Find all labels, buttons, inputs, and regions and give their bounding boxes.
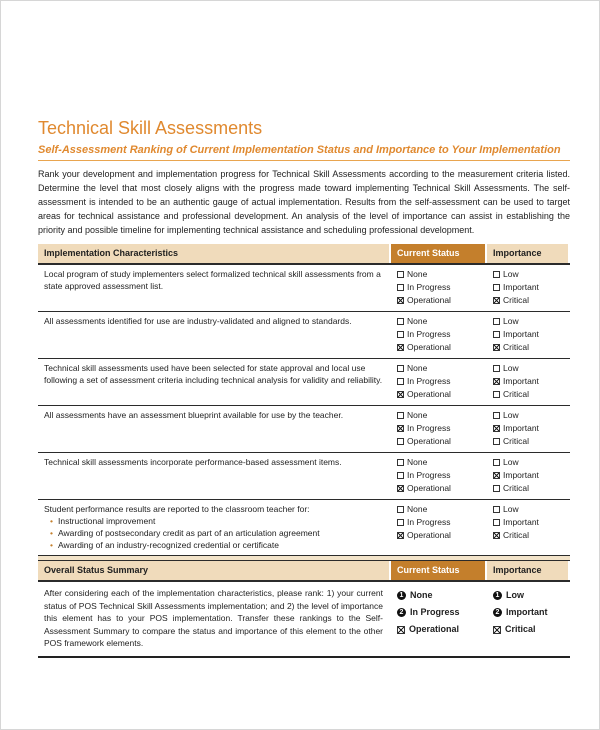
col-header-importance: Importance xyxy=(487,561,568,580)
importance-cell xyxy=(487,312,568,358)
importance-option-critical[interactable] xyxy=(493,388,562,401)
col-header-overall-status-summary: Overall Status Summary xyxy=(38,561,389,580)
status-option-none[interactable] xyxy=(397,315,479,328)
summary-text: After considering each of the implementation characteristics, please rank: 1) your current status of POS Technical Skill Assessments implementation; and 2) the level of importance this element has to your POS implementation. Transfer these rankings to the Self-Assessment Summary to compare the status and importance of this element to the other POS framework elements. xyxy=(44,588,383,648)
importance-option-critical[interactable] xyxy=(493,294,562,307)
option-label: Important xyxy=(503,517,539,527)
row-text-cell xyxy=(38,312,389,358)
status-option-none[interactable] xyxy=(397,362,479,375)
importance-cell xyxy=(487,265,568,311)
checkbox-icon[interactable] xyxy=(397,365,404,372)
importance-option-important[interactable] xyxy=(493,422,562,435)
importance-cell xyxy=(487,500,568,555)
importance-cell xyxy=(487,453,568,499)
option-label: Operational xyxy=(407,295,451,305)
checkbox-icon[interactable] xyxy=(493,519,500,526)
bullet-item xyxy=(44,515,383,527)
checkbox-icon[interactable] xyxy=(397,519,404,526)
checkbox-icon[interactable] xyxy=(397,318,404,325)
option-label: Critical xyxy=(505,624,536,634)
option-label: Operational xyxy=(407,342,451,352)
bullet-icon: • xyxy=(50,540,53,550)
option-label: Critical xyxy=(503,436,529,446)
summary-importance-critical[interactable] xyxy=(493,621,562,638)
table-row xyxy=(38,453,570,500)
table-row xyxy=(38,265,570,312)
checkbox-icon[interactable] xyxy=(397,459,404,466)
option-label: Low xyxy=(506,590,524,600)
importance-option-low[interactable] xyxy=(493,409,562,422)
table-row xyxy=(38,359,570,406)
checkbox-icon[interactable] xyxy=(493,532,500,539)
status-option-operational[interactable] xyxy=(397,529,479,542)
row-text-cell xyxy=(38,453,389,499)
page-subtitle: Self-Assessment Ranking of Current Implementation Status and Importance to Your Implementation xyxy=(38,144,570,161)
checkbox-icon[interactable] xyxy=(493,485,500,492)
page-title: Technical Skill Assessments xyxy=(38,118,263,138)
option-label: None xyxy=(407,316,428,326)
status-option-in-progress[interactable] xyxy=(397,328,479,341)
checkbox-icon[interactable] xyxy=(493,318,500,325)
option-label: Low xyxy=(503,269,519,279)
status-option-operational[interactable] xyxy=(397,435,479,448)
importance-option-critical[interactable] xyxy=(493,435,562,448)
status-option-operational[interactable] xyxy=(397,341,479,354)
importance-option-important[interactable] xyxy=(493,375,562,388)
status-option-in-progress[interactable] xyxy=(397,375,479,388)
checkbox-icon[interactable] xyxy=(493,365,500,372)
importance-option-low[interactable] xyxy=(493,268,562,281)
option-label: Low xyxy=(503,457,519,467)
row-text: All assessments have an assessment blueprint available for use by the teacher. xyxy=(44,410,344,420)
option-label: In Progress xyxy=(407,423,451,433)
option-label: Critical xyxy=(503,530,529,540)
checkbox-icon[interactable] xyxy=(397,378,404,385)
option-label: Important xyxy=(503,423,539,433)
status-option-operational[interactable] xyxy=(397,482,479,495)
checkbox-icon[interactable] xyxy=(493,378,500,385)
col-header-current-status: Current Status xyxy=(391,561,485,580)
option-label: Critical xyxy=(503,342,529,352)
rank-1-icon: 1 xyxy=(493,591,502,600)
row-text: All assessments identified for use are industry-validated and aligned to standards. xyxy=(44,316,352,326)
summary-importance-important[interactable] xyxy=(493,604,562,621)
summary-text-cell xyxy=(38,582,389,656)
current-status-cell xyxy=(391,265,485,311)
summary-status-in-progress[interactable] xyxy=(397,604,479,621)
option-label: None xyxy=(410,590,433,600)
status-option-operational[interactable] xyxy=(397,294,479,307)
option-label: Low xyxy=(503,363,519,373)
checkbox-icon[interactable] xyxy=(397,412,404,419)
status-option-none[interactable] xyxy=(397,409,479,422)
bullet-item xyxy=(44,539,383,551)
rank-2-icon: 2 xyxy=(493,608,502,617)
col-header-implementation-characteristics: Implementation Characteristics xyxy=(38,244,389,263)
checkbox-icon[interactable] xyxy=(397,425,404,432)
checkbox-icon[interactable] xyxy=(493,412,500,419)
checkbox-icon[interactable] xyxy=(397,472,404,479)
checkbox-icon[interactable] xyxy=(493,297,500,304)
option-label: Critical xyxy=(503,389,529,399)
bullet-text: Instructional improvement xyxy=(57,516,156,526)
option-label: Operational xyxy=(407,389,451,399)
status-option-in-progress[interactable] xyxy=(397,516,479,529)
option-label: None xyxy=(407,457,428,467)
checkbox-icon[interactable] xyxy=(493,425,500,432)
importance-cell xyxy=(487,406,568,452)
checkbox-icon[interactable] xyxy=(493,438,500,445)
intro-paragraph: Rank your development and implementation progress for Technical Skill Assessments according to the measurement criteria listed. Determine the level that most closely aligns with the progress made toward implementing Technical Skill Assessments. The self-assessment is intended to be an authentic gauge of actual implementation. Results from the self-assessment can be used to target areas for technical assistance and professional development. An analysis of the level of importance can assist in establishing the priority and possible timeline for implementing technical assistance and scheduling professional development. xyxy=(38,169,570,235)
option-label: Operational xyxy=(407,436,451,446)
option-label: In Progress xyxy=(407,376,451,386)
option-label: Important xyxy=(503,376,539,386)
row-text: Local program of study implementers select formalized technical skill assessments from a state approved assessment list. xyxy=(44,269,381,291)
option-label: Important xyxy=(503,470,539,480)
table-row xyxy=(38,312,570,359)
option-label: Operational xyxy=(407,530,451,540)
importance-option-critical[interactable] xyxy=(493,341,562,354)
row-text: Technical skill assessments used have been selected for state approval and local use following a set of assessment criteria including technical analysis for validity and reliability. xyxy=(44,363,383,385)
bullet-icon: • xyxy=(50,528,53,538)
importance-option-critical[interactable] xyxy=(493,482,562,495)
checkbox-icon[interactable] xyxy=(493,391,500,398)
current-status-cell xyxy=(391,453,485,499)
option-label: Important xyxy=(503,282,539,292)
option-label: In Progress xyxy=(407,470,451,480)
importance-option-important[interactable] xyxy=(493,516,562,529)
current-status-cell xyxy=(391,312,485,358)
option-label: In Progress xyxy=(407,282,451,292)
checkbox-icon[interactable] xyxy=(493,459,500,466)
row-text: Student performance results are reported to the classroom teacher for: xyxy=(44,504,310,514)
option-label: Critical xyxy=(503,483,529,493)
rank-2-icon: 2 xyxy=(397,608,406,617)
summary-status-none[interactable] xyxy=(397,587,479,604)
rank-1-icon: 1 xyxy=(397,591,406,600)
summary-current-status-cell xyxy=(391,582,485,656)
status-option-none[interactable] xyxy=(397,456,479,469)
current-status-cell xyxy=(391,500,485,555)
status-option-in-progress[interactable] xyxy=(397,281,479,294)
summary-status-operational[interactable] xyxy=(397,621,479,638)
option-label: In Progress xyxy=(407,517,451,527)
row-text-cell xyxy=(38,406,389,452)
checkbox-icon[interactable] xyxy=(493,472,500,479)
option-label: Low xyxy=(503,316,519,326)
checkbox-icon[interactable] xyxy=(493,284,500,291)
checkbox-icon[interactable] xyxy=(493,626,501,634)
summary-importance-cell xyxy=(487,582,568,656)
status-option-none[interactable] xyxy=(397,268,479,281)
importance-cell xyxy=(487,359,568,405)
status-option-in-progress[interactable] xyxy=(397,469,479,482)
status-option-operational[interactable] xyxy=(397,388,479,401)
option-label: None xyxy=(407,504,428,514)
importance-option-low[interactable] xyxy=(493,456,562,469)
checkbox-icon[interactable] xyxy=(493,344,500,351)
checkbox-icon[interactable] xyxy=(397,485,404,492)
bullet-text: Awarding of an industry-recognized credential or certificate xyxy=(57,540,279,550)
row-text: Technical skill assessments incorporate performance-based assessment items. xyxy=(44,457,342,467)
importance-option-low[interactable] xyxy=(493,315,562,328)
status-option-in-progress[interactable] xyxy=(397,422,479,435)
col-header-importance: Importance xyxy=(487,244,568,263)
summary-importance-low[interactable] xyxy=(493,587,562,604)
option-label: None xyxy=(407,269,428,279)
bullet-text: Awarding of postsecondary credit as part of an articulation agreement xyxy=(57,528,320,538)
importance-option-low[interactable] xyxy=(493,362,562,375)
importance-option-critical[interactable] xyxy=(493,529,562,542)
current-status-cell xyxy=(391,359,485,405)
checkbox-icon[interactable] xyxy=(397,626,405,634)
option-label: In Progress xyxy=(410,607,460,617)
table-row xyxy=(38,500,570,556)
checkbox-icon[interactable] xyxy=(397,271,404,278)
col-header-current-status: Current Status xyxy=(391,244,485,263)
row-text-cell xyxy=(38,265,389,311)
option-label: Low xyxy=(503,504,519,514)
row-text-cell xyxy=(38,500,389,555)
status-option-none[interactable] xyxy=(397,503,479,516)
current-status-cell xyxy=(391,406,485,452)
table-row xyxy=(38,406,570,453)
checkbox-icon[interactable] xyxy=(493,506,500,513)
checkbox-icon[interactable] xyxy=(397,391,404,398)
importance-option-important[interactable] xyxy=(493,328,562,341)
checkbox-icon[interactable] xyxy=(493,331,500,338)
importance-option-important[interactable] xyxy=(493,281,562,294)
option-label: Operational xyxy=(409,624,460,634)
option-label: Important xyxy=(503,329,539,339)
option-label: In Progress xyxy=(407,329,451,339)
row-text-cell xyxy=(38,359,389,405)
importance-option-important[interactable] xyxy=(493,469,562,482)
checkbox-icon[interactable] xyxy=(397,506,404,513)
checkbox-icon[interactable] xyxy=(397,297,404,304)
option-label: Critical xyxy=(503,295,529,305)
bullet-item xyxy=(44,527,383,539)
option-label: Important xyxy=(506,607,548,617)
checkbox-icon[interactable] xyxy=(493,271,500,278)
checkbox-icon[interactable] xyxy=(397,344,404,351)
option-label: None xyxy=(407,363,428,373)
summary-header-row xyxy=(38,560,570,582)
importance-option-low[interactable] xyxy=(493,503,562,516)
checkbox-icon[interactable] xyxy=(397,331,404,338)
bullet-icon: • xyxy=(50,516,53,526)
option-label: Operational xyxy=(407,483,451,493)
summary-row xyxy=(38,582,570,658)
checkbox-icon[interactable] xyxy=(397,438,404,445)
option-label: Low xyxy=(503,410,519,420)
checkbox-icon[interactable] xyxy=(397,532,404,539)
checkbox-icon[interactable] xyxy=(397,284,404,291)
option-label: None xyxy=(407,410,428,420)
table-header-row xyxy=(38,244,570,265)
